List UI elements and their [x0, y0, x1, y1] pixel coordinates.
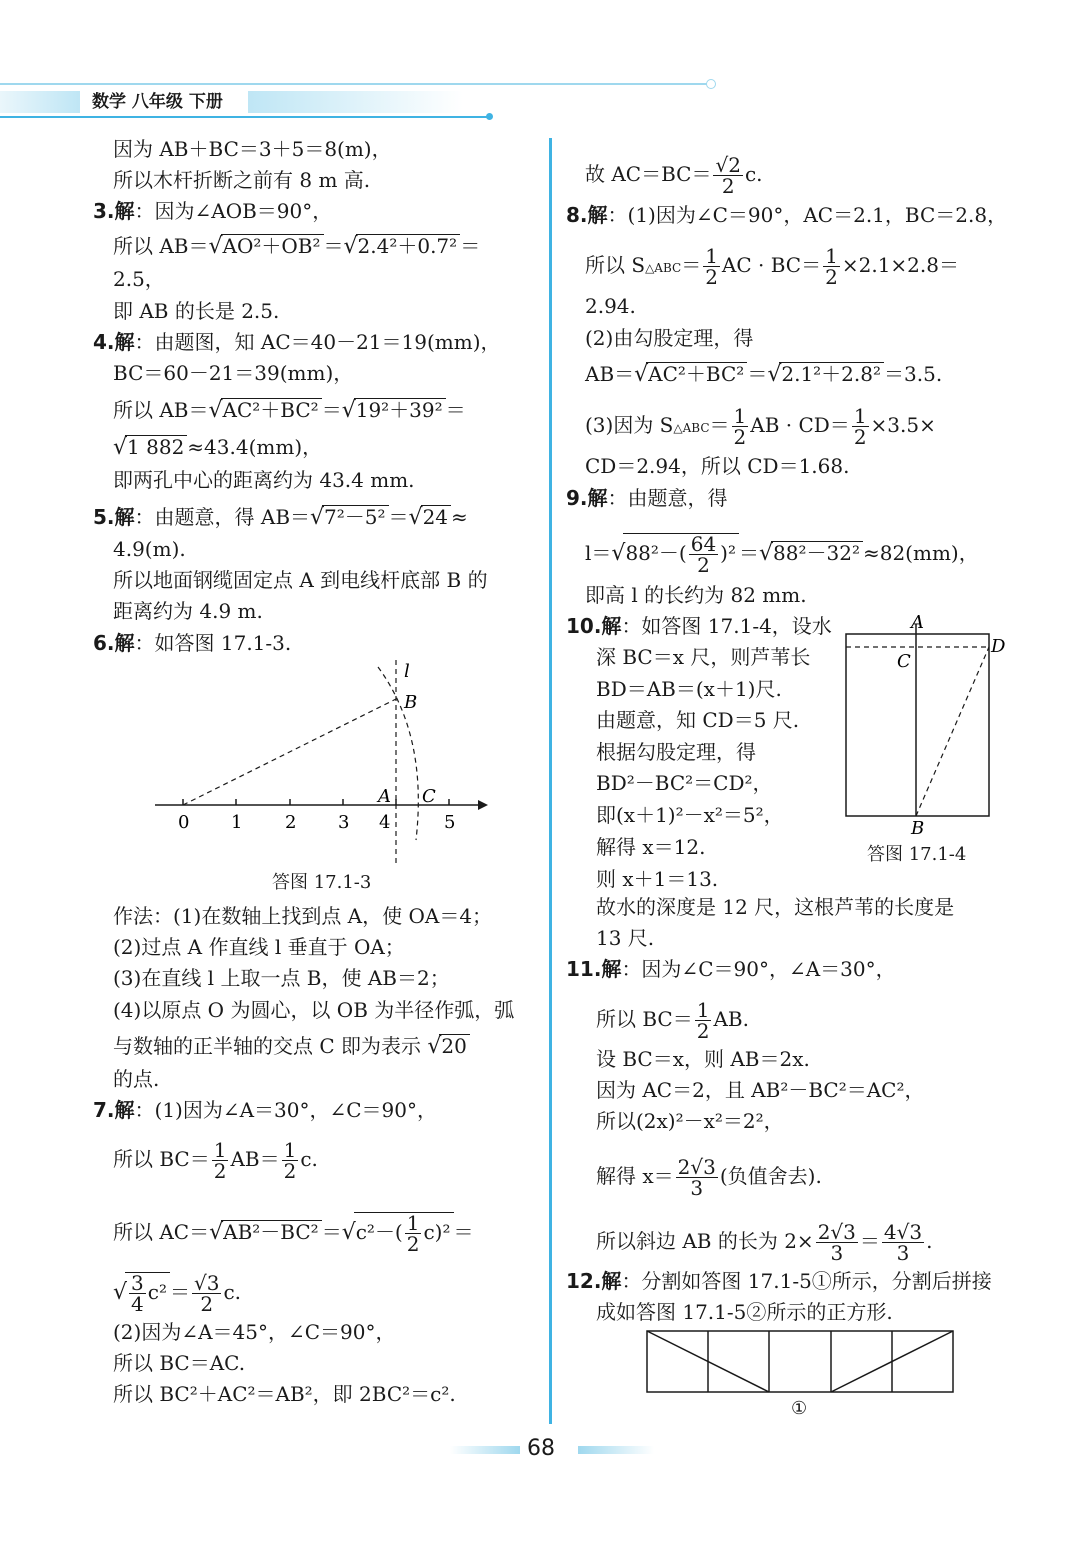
q11-f-end: (负值舍去). [719, 1164, 822, 1188]
q7-line-d: √ $\frac{3}{4}$ c² ＝ $\frac{√3}{2}$ c. [113, 1271, 242, 1316]
tick-label-3: 3 [338, 812, 350, 833]
q7-c-mid: ＝ [321, 1220, 342, 1244]
tick-label-1: 1 [231, 812, 243, 833]
q11-line-f [596, 1157, 822, 1198]
q12-line-a [566, 1267, 992, 1295]
q4-c-pre: 所以 AB＝ [113, 398, 209, 422]
q11-text-a: ：因为∠C＝90°，∠A＝30°， [621, 957, 896, 981]
q3-b-mid: ＝ [323, 234, 344, 258]
q8-f-f2d: 2 [853, 425, 867, 449]
header-bar-left [0, 91, 80, 113]
figure-17-1-3 [150, 655, 530, 870]
q8-e-mid: ＝ [747, 362, 768, 386]
q8-b-frac-2 [823, 246, 840, 287]
q11-b-frac [695, 1000, 712, 1041]
q12-line-b: 成如答图 17.1-5②所示的正方形. [596, 1300, 893, 1324]
q10-line-f: BD²－BC²＝CD²， [596, 771, 773, 795]
q11-g-end: . [926, 1229, 933, 1253]
q6-text-a: ：如答图 17.1-3. [134, 631, 292, 655]
q7-c-r2b: c)² [423, 1220, 451, 1244]
q9-line-a [566, 484, 728, 512]
q3-line-b: 所以 AB＝√AO²＋OB² ＝√2.4²＋0.7² ＝ [113, 234, 481, 259]
method-line-5: 与数轴的正半轴的交点 C 即为表示 √20 [113, 1032, 470, 1061]
q8-line-d: (2)由勾股定理，得 [585, 326, 754, 350]
q7-b-pre: 所以 BC＝ [113, 1147, 210, 1171]
q8-line-g: CD＝2.94，所以 CD＝1.68. [585, 454, 850, 478]
q8-b-pre: 所以 S [585, 253, 646, 277]
q7-b-frac-2 [282, 1140, 299, 1181]
q9-b-radical-2: 88²－32² [771, 541, 863, 564]
r1-fn: √2 [715, 153, 741, 177]
method-5-radical: 20 [439, 1034, 469, 1057]
q7-d-fd: 4 [131, 1292, 144, 1316]
q7-b-f1d: 2 [213, 1159, 227, 1183]
tick-label-2: 2 [285, 812, 297, 833]
q9-text-a: ：由题意，得 [607, 486, 728, 510]
q9-b-r1b: )² [720, 541, 736, 565]
q8-number: 8.解 [566, 203, 608, 227]
q5-line-b: 4.9(m). [113, 537, 186, 561]
q8-e-pre: AB＝ [585, 362, 635, 386]
q7-d-radical [125, 1272, 170, 1314]
q10-line-j: 故水的深度是 12 尺，这根芦苇的长度是 [596, 895, 955, 919]
q5-a-pre: ：由题意，得 AB＝ [134, 505, 311, 529]
q4-text-a: ：由题图，知 AC＝40－21＝19(mm)， [134, 330, 501, 354]
q9-number: 9.解 [566, 486, 608, 510]
q11-f-pre: 解得 x＝ [596, 1164, 674, 1188]
q7-c-radical-1: AB²－BC² [221, 1220, 322, 1243]
q11-g-f2d: 3 [896, 1241, 910, 1265]
q7-line-e: (2)因为∠A＝45°，∠C＝90°， [113, 1320, 396, 1344]
footer-bar-right [578, 1446, 654, 1454]
q5-line-a: 5.解：由题意，得 AB＝√7²－5² ＝√24 ≈ [93, 505, 468, 530]
q11-line-e: 所以(2x)²－x²＝2²， [596, 1109, 784, 1133]
q3-b-end: ＝ [460, 234, 481, 258]
q3-line-a [93, 197, 332, 225]
tick-label-0: 0 [178, 812, 190, 833]
q8-f-frac-1 [732, 406, 749, 447]
q4-c-radical-2: 19²＋39² [354, 398, 446, 421]
r1-pre: 故 AC＝BC＝ [585, 162, 712, 186]
q8-b-frac-1 [703, 246, 720, 287]
q7-c-r2a: c²－( [355, 1220, 403, 1244]
q3-b-radical-2: 2.4²＋0.7² [356, 234, 461, 257]
q10-line-h: 解得 x＝12. [596, 835, 706, 859]
q7-d-mid: ＝ [169, 1280, 190, 1304]
q7-line-f: 所以 BC＝AC. [113, 1351, 246, 1375]
q7-c-end: ＝ [453, 1220, 474, 1244]
method-line-2: (2)过点 A 作直线 l 垂直于 OA； [113, 935, 405, 959]
q4-d-radical: 1 882 [125, 435, 187, 458]
q4-line-d: √1 882 ≈43.4(mm)， [113, 435, 323, 460]
q5-line-c: 所以地面钢缆固定点 A 到电线杆底部 B 的 [113, 568, 488, 592]
q11-f-fd: 3 [690, 1176, 704, 1200]
q5-a-end: ≈ [451, 505, 468, 529]
label-B: B [404, 692, 418, 713]
column-divider [549, 138, 552, 1424]
q11-b-fd: 2 [696, 1019, 710, 1043]
q8-line-a [566, 201, 1007, 229]
q7-text-a: ：(1)因为∠A＝30°，∠C＝90°， [134, 1098, 438, 1122]
q11-g-frac-1 [816, 1222, 858, 1263]
q8-f-fn: 1 [733, 404, 747, 428]
header-underline-dot [486, 113, 493, 120]
q10-line-k: 13 尺. [596, 926, 655, 950]
label-D: D [991, 636, 1006, 657]
label-A: A [911, 612, 924, 633]
label-A: A [378, 786, 391, 807]
q9-b-end: ≈82(mm)， [862, 541, 979, 565]
q10-number: 10.解 [566, 614, 622, 638]
q5-line-d: 距离约为 4.9 m. [113, 599, 263, 623]
grid-outline [647, 1331, 953, 1392]
q8-f-sub: △ABC [673, 421, 710, 435]
q3-b-pre: 所以 AB＝ [113, 234, 209, 258]
q8-line-f [585, 406, 936, 447]
q7-c-fd: 2 [406, 1232, 420, 1256]
tick-label-4: 4 [379, 812, 391, 833]
figure-17-1-4-caption: 答图 17.1-4 [867, 844, 967, 865]
pond-rectangle [846, 634, 989, 816]
q10-line-a [566, 612, 832, 640]
q8-line-b [585, 246, 959, 287]
q7-d-fn: 3 [131, 1271, 144, 1295]
q8-line-e: AB＝√AC²＋BC² ＝√2.1²＋2.8² ＝3.5. [585, 362, 943, 387]
left-line-1: 因为 AB＋BC＝3＋5＝8(m)， [113, 137, 392, 161]
q8-b-sub: △ABC [645, 261, 682, 275]
q4-d-end: ≈43.4(mm)， [187, 435, 323, 459]
label-C: C [422, 786, 436, 807]
q11-f-fn: 2√3 [677, 1155, 716, 1179]
q7-number: 7.解 [93, 1098, 135, 1122]
q12-text-a: ：分割如答图 17.1-5①所示，分割后拼接 [621, 1269, 992, 1293]
segment-OB [183, 699, 396, 805]
q8-f-pre: (3)因为 S [585, 413, 674, 437]
q11-line-c: 设 BC＝x，则 AB＝2x. [596, 1047, 810, 1071]
segment-BD [916, 647, 989, 816]
q8-b-eq: ＝ [681, 253, 702, 277]
q3-number: 3.解 [93, 199, 135, 223]
q8-b-f2d: 2 [825, 265, 838, 289]
q4-c-end: ＝ [445, 398, 466, 422]
q6-number: 6.解 [93, 631, 135, 655]
q11-b-fn: 1 [696, 998, 710, 1022]
q11-b-pre: 所以 BC＝ [596, 1007, 693, 1031]
q10-text-a: ：如答图 17.1-4，设水 [621, 614, 832, 638]
q11-line-a [566, 955, 896, 983]
q12-number: 12.解 [566, 1269, 622, 1293]
q10-line-g: 即(x＋1)²－x²＝5²， [596, 803, 784, 827]
q4-line-e: 即两孔中心的距离约为 43.4 mm. [113, 468, 415, 492]
q7-line-a [93, 1096, 437, 1124]
q8-f-end: ×3.5× [870, 413, 936, 437]
q3-line-d: 即 AB 的长是 2.5. [113, 299, 280, 323]
q8-e-radical-2: 2.1²＋2.8² [779, 362, 884, 385]
footer-bar-left [450, 1446, 520, 1454]
q6-line-a [93, 629, 291, 657]
number-line-arrow [478, 800, 488, 810]
q5-number: 5.解 [93, 505, 135, 529]
q8-b-end: ×2.1×2.8＝ [841, 253, 959, 277]
q7-line-b [113, 1140, 318, 1181]
q4-line-c: 所以 AB＝√AC²＋BC² ＝√19²＋39² ＝ [113, 398, 466, 423]
r1-frac [713, 155, 742, 196]
q5-a-mid: ＝ [388, 505, 409, 529]
q11-g-fn: 2√3 [817, 1220, 856, 1244]
q11-f-frac [676, 1157, 718, 1198]
label-l: l [404, 661, 410, 682]
q9-b-fd: 2 [697, 553, 710, 577]
q8-e-radical-1: AC²＋BC² [646, 362, 747, 385]
q4-c-mid: ＝ [321, 398, 342, 422]
q9-b-fn: 64 [690, 532, 717, 556]
q7-d-frac-2 [192, 1273, 221, 1314]
header-title: 数学 八年级 下册 [92, 92, 223, 112]
q7-b-mid: AB＝ [230, 1147, 280, 1171]
q8-f-fd: 2 [733, 425, 747, 449]
q8-b-fn: 1 [705, 244, 718, 268]
r1-end: c. [744, 162, 763, 186]
q4-line-b: BC＝60－21＝39(mm)， [113, 361, 354, 385]
q8-f-frac-2 [852, 406, 869, 447]
r1-fd: 2 [721, 174, 735, 198]
q10-line-d: 由题意，知 CD＝5 尺. [596, 708, 800, 732]
q7-d-f2d: 2 [200, 1292, 214, 1316]
header-line [0, 83, 712, 85]
figure-17-1-3-caption: 答图 17.1-3 [272, 872, 372, 893]
q8-line-c: 2.94. [585, 294, 636, 318]
label-B: B [911, 818, 925, 839]
q10-line-e: 根据勾股定理，得 [596, 740, 756, 764]
page-number: 68 [527, 1436, 555, 1461]
q11-g-mid: ＝ [859, 1229, 880, 1253]
q11-g-fd: 3 [830, 1241, 844, 1265]
header-underline [0, 116, 490, 118]
method-line-6: 的点. [113, 1067, 160, 1091]
q9-line-c: 即高 l 的长约为 82 mm. [585, 583, 807, 607]
q7-d-c: c² [147, 1280, 167, 1304]
q11-g-pre: 所以斜边 AB 的长为 2× [596, 1229, 814, 1253]
q9-b-mid: ＝ [739, 541, 759, 565]
q11-line-d: 因为 AC＝2，且 AB²－BC²＝AC²， [596, 1078, 925, 1102]
left-line-2: 所以木杆折断之前有 8 m 高. [113, 168, 371, 192]
q7-line-g: 所以 BC²＋AC²＝AB²，即 2BC²＝c². [113, 1382, 456, 1406]
q7-d-end: c. [223, 1280, 242, 1304]
q7-b-f1n: 1 [213, 1138, 227, 1162]
q4-number: 4.解 [93, 330, 135, 354]
r-line-1 [585, 155, 763, 196]
q3-line-c: 2.5， [113, 267, 165, 291]
q8-b-fd: 2 [705, 265, 718, 289]
q9-b-pre: l＝ [585, 541, 612, 565]
q9-b-r1a: 88²－( [625, 541, 687, 565]
label-C: C [897, 651, 911, 672]
q5-a-radical-1: 7²－5² [322, 505, 388, 528]
header-dot [706, 79, 716, 89]
q8-text-a: ：(1)因为∠C＝90°，AC＝2.1，BC＝2.8， [607, 203, 1008, 227]
q4-line-a [93, 328, 501, 356]
q7-d-f2n: √3 [193, 1271, 220, 1295]
q10-line-i: 则 x＋1＝13. [596, 867, 719, 891]
method-line-3: (3)在直线 l 上取一点 B，使 AB＝2； [113, 966, 450, 990]
q8-b-f2n: 1 [825, 244, 838, 268]
q3-text-a: ：因为∠AOB＝90°， [134, 199, 333, 223]
method-line-1: 作法：(1)在数轴上找到点 A，使 OA＝4； [113, 904, 493, 928]
q10-line-c: BD＝AB＝(x＋1)尺. [596, 677, 782, 701]
q11-b-end: AB. [713, 1007, 749, 1031]
q7-b-end: c. [300, 1147, 318, 1171]
q7-b-frac-1 [212, 1140, 229, 1181]
q7-b-f2d: 2 [283, 1159, 297, 1183]
q11-g-f2n: 4√3 [883, 1220, 923, 1244]
q7-c-pre: 所以 AC＝ [113, 1220, 210, 1244]
method-5-pre: 与数轴的正半轴的交点 C 即为表示 [113, 1034, 422, 1058]
q8-f-f2n: 1 [853, 404, 867, 428]
method-line-4: (4)以原点 O 为圆心，以 OB 为半径作弧，弧 [113, 998, 515, 1022]
q7-c-radical-2 [354, 1212, 454, 1254]
q9-b-radical-1 [623, 533, 739, 575]
q8-b-mid: AC · BC＝ [721, 253, 822, 277]
q7-line-c: 所以 AC＝√AB²－BC² ＝√c²－( $\frac{1}{2}$ c)² ＝ [113, 1211, 474, 1256]
q9-b-frac [689, 534, 718, 575]
q10-line-b: 深 BC＝x 尺，则芦苇长 [596, 645, 811, 669]
q11-line-b [596, 1000, 749, 1041]
tick-label-5: 5 [444, 812, 456, 833]
q11-line-g [596, 1222, 932, 1263]
q7-b-f2n: 1 [283, 1138, 297, 1162]
q11-number: 11.解 [566, 957, 622, 981]
figure-17-1-5-caption: ① [791, 1398, 808, 1419]
q7-d-frac [129, 1273, 146, 1314]
figure-17-1-5-1 [645, 1329, 955, 1395]
q8-f-mid: AB · CD＝ [750, 413, 850, 437]
q4-c-radical-1: AC²＋BC² [221, 398, 322, 421]
q7-c-frac [405, 1213, 422, 1254]
q8-e-end: ＝3.5. [884, 362, 943, 386]
q8-f-eq: ＝ [709, 413, 730, 437]
q7-c-fn: 1 [406, 1211, 420, 1235]
header-bar-right [248, 91, 463, 113]
q3-b-radical-1: AO²＋OB² [221, 234, 324, 257]
q9-line-b: l＝√88²－( $\frac{64}{2}$ )² ＝√88²－32² ≈82(mm)， [585, 532, 979, 577]
q11-g-frac-2 [882, 1222, 924, 1263]
figure-17-1-4 [835, 612, 1020, 839]
q5-a-radical-2: 24 [421, 505, 451, 528]
